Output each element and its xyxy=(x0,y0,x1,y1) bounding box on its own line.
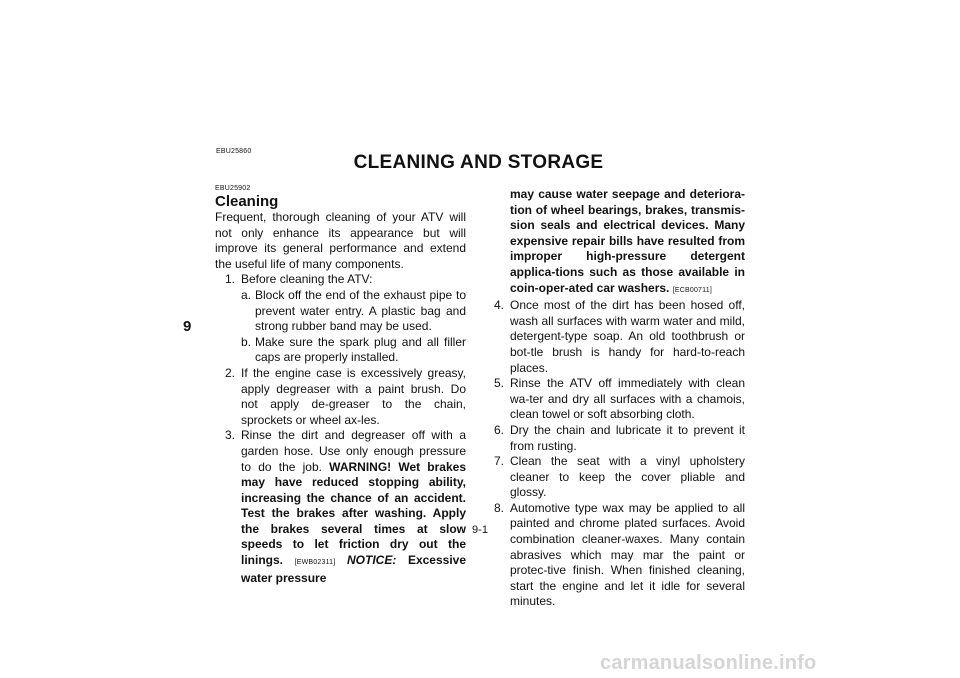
step-number: 8. xyxy=(494,500,505,515)
step-4 xyxy=(494,298,745,376)
step-8 xyxy=(494,501,745,610)
step-2 xyxy=(215,366,466,428)
step-number: 4. xyxy=(494,298,505,313)
page-code: EBU25860 xyxy=(216,148,252,155)
page-number: 9-1 xyxy=(472,524,488,536)
step-number: 5. xyxy=(494,376,505,391)
warning-code: [EWB02311] xyxy=(294,559,336,567)
step-number: 1. xyxy=(225,272,236,287)
step-text: Block off the end of the exhaust pipe to prevent water entry. A plastic bag and strong rubber band may be used. xyxy=(255,287,466,334)
right-column xyxy=(494,187,745,610)
step-5 xyxy=(494,376,745,423)
step-number: 6. xyxy=(494,422,505,437)
step-text: Automotive type wax may be applied to all painted and chrome plated surfaces. Avoid combination cleaner-waxes. Many contain abrasives which may mar the paint or protec-tive finish. When finished cleaning, start the engine and let it idle for several minutes. xyxy=(510,500,745,609)
step-1a xyxy=(215,288,466,335)
step-text: Rinse the ATV off immediately with clean wa-ter and dry all surfaces with a chamois, clean towel or soft absorbing cloth. xyxy=(510,376,745,422)
step-text: Before cleaning the ATV: xyxy=(241,272,373,287)
step-text: Once most of the dirt has been hosed off, wash all surfaces with warm water and mild, detergent-type soap. An old toothbrush or bot-tle brush is handy for hard-to-reach places. xyxy=(510,298,745,375)
notice-label: NOTICE: xyxy=(347,553,397,568)
notice-code: [ECB00711] xyxy=(672,286,712,294)
step-3-continued xyxy=(494,187,745,298)
step-text: Make sure the spark plug and all filler caps are properly installed. xyxy=(255,334,466,365)
step-3 xyxy=(215,428,466,586)
notice-text-start: Excessive water pressure xyxy=(241,553,467,585)
step-1b xyxy=(215,335,466,366)
step-number: 3. xyxy=(225,428,236,443)
left-column xyxy=(215,185,466,586)
page-title: CLEANING AND STORAGE xyxy=(353,152,604,173)
section-heading: Cleaning xyxy=(215,193,279,210)
section-code: EBU25902 xyxy=(215,185,251,192)
step-6 xyxy=(494,423,745,454)
intro-paragraph: Frequent, thorough cleaning of your ATV will not only enhance its appearance but will improve its general performance and extend the useful life of many components. xyxy=(215,210,466,271)
step-number: 2. xyxy=(225,365,236,380)
warning-text: WARNING! Wet brakes may have reduced stopping ability, increasing the chance of an accident. Test the brakes after washing. Apply the brakes several times at slow speeds to let friction dry out the linings. xyxy=(241,459,466,568)
step-number: 7. xyxy=(494,454,505,469)
notice-text-continued: may cause water seepage and deteriora-tion of wheel bearings, brakes, transmis-sion seals and electrical devices. Many expensive repair bills have resulted from improper high-pressure detergent applica-tions such as those available in coin-oper-ated car washers. xyxy=(510,187,745,295)
watermark[interactable]: carmanualsonline.info xyxy=(600,652,817,674)
step-7 xyxy=(494,454,745,501)
chapter-tab: 9 xyxy=(183,318,192,335)
step-3-text: Rinse the dirt and degreaser off with a garden hose. Use only enough pressure to do the job. xyxy=(241,428,466,474)
step-text xyxy=(241,428,466,586)
step-letter: b. xyxy=(241,334,252,349)
step-text: Dry the chain and lubricate it to prevent it from rusting. xyxy=(510,422,745,453)
step-letter: a. xyxy=(241,287,252,302)
step-1 xyxy=(215,272,466,288)
step-text: Clean the seat with a vinyl upholstery cleaner to keep the cover pliable and glossy. xyxy=(510,454,745,500)
step-text: If the engine case is excessively greasy, apply degreaser with a paint brush. Do not apply de-greaser to the chain, sprockets or wheel ax-les. xyxy=(241,365,466,427)
